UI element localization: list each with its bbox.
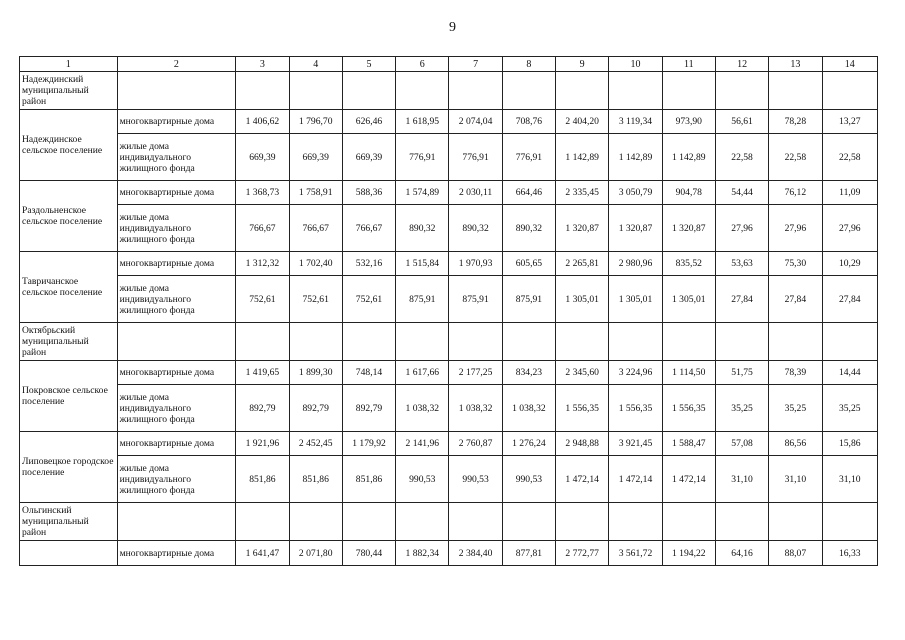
table-row	[20, 205, 878, 252]
value-cell: 1 305,01	[556, 276, 609, 323]
value-cell: 626,46	[342, 110, 395, 134]
settlement-name: Тавричанское сельское поселение	[20, 252, 118, 323]
value-cell: 851,86	[236, 456, 289, 503]
value-cell: 2 335,45	[556, 181, 609, 205]
empty-cell	[556, 72, 609, 110]
column-number-5: 5	[342, 57, 395, 72]
value-cell: 776,91	[396, 134, 449, 181]
value-cell: 27,96	[769, 205, 822, 252]
value-cell: 22,58	[715, 134, 768, 181]
empty-cell	[449, 323, 502, 361]
value-cell: 2 772,77	[556, 541, 609, 566]
column-number-6: 6	[396, 57, 449, 72]
column-number-12: 12	[715, 57, 768, 72]
housing-category: многоквартирные дома	[117, 361, 236, 385]
value-cell: 1 276,24	[502, 432, 555, 456]
table-row	[20, 456, 878, 503]
value-cell: 27,96	[715, 205, 768, 252]
housing-category: жилые дома индивидуального жилищного фонда	[117, 385, 236, 432]
empty-cell	[289, 72, 342, 110]
column-number-14: 14	[822, 57, 877, 72]
table-row	[20, 276, 878, 323]
empty-cell	[342, 323, 395, 361]
housing-category: многоквартирные дома	[117, 252, 236, 276]
value-cell: 35,25	[769, 385, 822, 432]
housing-category: многоквартирные дома	[117, 541, 236, 566]
value-cell: 31,10	[769, 456, 822, 503]
value-cell: 2 030,11	[449, 181, 502, 205]
value-cell: 1 114,50	[662, 361, 715, 385]
value-cell: 2 177,25	[449, 361, 502, 385]
settlement-name: Покровское сельское поселение	[20, 361, 118, 432]
value-cell: 708,76	[502, 110, 555, 134]
value-cell: 1 142,89	[662, 134, 715, 181]
value-cell: 990,53	[396, 456, 449, 503]
value-cell: 1 194,22	[662, 541, 715, 566]
value-cell: 27,84	[822, 276, 877, 323]
value-cell: 1 970,93	[449, 252, 502, 276]
value-cell: 51,75	[715, 361, 768, 385]
value-cell: 27,84	[715, 276, 768, 323]
value-cell: 1 588,47	[662, 432, 715, 456]
value-cell: 1 899,30	[289, 361, 342, 385]
value-cell: 1 038,32	[449, 385, 502, 432]
empty-cell	[609, 503, 662, 541]
value-cell: 851,86	[342, 456, 395, 503]
value-cell: 2 404,20	[556, 110, 609, 134]
housing-category: многоквартирные дома	[117, 181, 236, 205]
value-cell: 2 141,96	[396, 432, 449, 456]
value-cell: 776,91	[502, 134, 555, 181]
value-cell: 2 384,40	[449, 541, 502, 566]
value-cell: 1 618,95	[396, 110, 449, 134]
value-cell: 27,96	[822, 205, 877, 252]
empty-cell	[769, 323, 822, 361]
table-row	[20, 541, 878, 566]
empty-cell	[822, 503, 877, 541]
column-number-2: 2	[117, 57, 236, 72]
empty-cell	[289, 503, 342, 541]
table-row	[20, 110, 878, 134]
value-cell: 835,52	[662, 252, 715, 276]
municipality-name: Надеждинский муниципальный район	[20, 72, 118, 110]
value-cell: 890,32	[502, 205, 555, 252]
empty-cell	[342, 72, 395, 110]
value-cell: 14,44	[822, 361, 877, 385]
column-number-13: 13	[769, 57, 822, 72]
column-number-1: 1	[20, 57, 118, 72]
value-cell: 3 224,96	[609, 361, 662, 385]
table-row	[20, 252, 878, 276]
value-cell: 890,32	[396, 205, 449, 252]
value-cell: 1 305,01	[609, 276, 662, 323]
housing-category: многоквартирные дома	[117, 432, 236, 456]
value-cell: 892,79	[289, 385, 342, 432]
value-cell: 78,39	[769, 361, 822, 385]
value-cell: 1 142,89	[556, 134, 609, 181]
value-cell: 892,79	[342, 385, 395, 432]
empty-cell	[289, 323, 342, 361]
housing-category: жилые дома индивидуального жилищного фонда	[117, 456, 236, 503]
value-cell: 780,44	[342, 541, 395, 566]
settlement-name: Липовецкое городское поселение	[20, 432, 118, 503]
value-cell: 54,44	[715, 181, 768, 205]
value-cell: 766,67	[342, 205, 395, 252]
value-cell: 766,67	[236, 205, 289, 252]
tariff-table	[19, 56, 878, 566]
value-cell: 1 617,66	[396, 361, 449, 385]
value-cell: 11,09	[822, 181, 877, 205]
value-cell: 16,33	[822, 541, 877, 566]
value-cell: 1 320,87	[662, 205, 715, 252]
value-cell: 752,61	[289, 276, 342, 323]
column-number-11: 11	[662, 57, 715, 72]
value-cell: 1 320,87	[609, 205, 662, 252]
value-cell: 875,91	[502, 276, 555, 323]
value-cell: 669,39	[289, 134, 342, 181]
value-cell: 752,61	[342, 276, 395, 323]
value-cell: 1 556,35	[662, 385, 715, 432]
value-cell: 669,39	[342, 134, 395, 181]
municipality-row	[20, 503, 878, 541]
value-cell: 1 515,84	[396, 252, 449, 276]
value-cell: 904,78	[662, 181, 715, 205]
value-cell: 875,91	[449, 276, 502, 323]
empty-cell	[822, 323, 877, 361]
municipality-row	[20, 72, 878, 110]
value-cell: 1 142,89	[609, 134, 662, 181]
value-cell: 1 038,32	[396, 385, 449, 432]
value-cell: 1 472,14	[609, 456, 662, 503]
value-cell: 1 320,87	[556, 205, 609, 252]
housing-category: жилые дома индивидуального жилищного фонда	[117, 205, 236, 252]
table-row	[20, 134, 878, 181]
value-cell: 532,16	[342, 252, 395, 276]
value-cell: 2 345,60	[556, 361, 609, 385]
value-cell: 78,28	[769, 110, 822, 134]
value-cell: 1 702,40	[289, 252, 342, 276]
value-cell: 752,61	[236, 276, 289, 323]
value-cell: 3 119,34	[609, 110, 662, 134]
empty-cell	[715, 323, 768, 361]
empty-cell	[715, 503, 768, 541]
value-cell: 669,39	[236, 134, 289, 181]
value-cell: 31,10	[822, 456, 877, 503]
value-cell: 2 071,80	[289, 541, 342, 566]
empty-cell	[502, 323, 555, 361]
value-cell: 877,81	[502, 541, 555, 566]
housing-category: жилые дома индивидуального жилищного фонда	[117, 276, 236, 323]
value-cell: 664,46	[502, 181, 555, 205]
column-number-9: 9	[556, 57, 609, 72]
value-cell: 1 472,14	[662, 456, 715, 503]
empty-cell	[396, 323, 449, 361]
empty-cell	[396, 503, 449, 541]
empty-cell	[502, 503, 555, 541]
value-cell: 2 265,81	[556, 252, 609, 276]
value-cell: 88,07	[769, 541, 822, 566]
value-cell: 15,86	[822, 432, 877, 456]
value-cell: 1 419,65	[236, 361, 289, 385]
empty-cell	[117, 503, 236, 541]
table-row	[20, 432, 878, 456]
value-cell: 605,65	[502, 252, 555, 276]
value-cell: 1 312,32	[236, 252, 289, 276]
settlement-name: Раздольненское сельское поселение	[20, 181, 118, 252]
value-cell: 27,84	[769, 276, 822, 323]
value-cell: 56,61	[715, 110, 768, 134]
empty-cell	[236, 503, 289, 541]
value-cell: 875,91	[396, 276, 449, 323]
value-cell: 57,08	[715, 432, 768, 456]
empty-cell	[662, 323, 715, 361]
value-cell: 76,12	[769, 181, 822, 205]
empty-cell	[556, 503, 609, 541]
value-cell: 1 556,35	[556, 385, 609, 432]
value-cell: 1 758,91	[289, 181, 342, 205]
empty-cell	[236, 323, 289, 361]
column-number-10: 10	[609, 57, 662, 72]
empty-cell	[396, 72, 449, 110]
value-cell: 990,53	[449, 456, 502, 503]
value-cell: 2 074,04	[449, 110, 502, 134]
value-cell: 1 921,96	[236, 432, 289, 456]
value-cell: 1 179,92	[342, 432, 395, 456]
value-cell: 2 760,87	[449, 432, 502, 456]
value-cell: 1 305,01	[662, 276, 715, 323]
value-cell: 748,14	[342, 361, 395, 385]
empty-cell	[609, 323, 662, 361]
empty-cell	[769, 503, 822, 541]
empty-cell	[662, 503, 715, 541]
value-cell: 1 882,34	[396, 541, 449, 566]
housing-category: жилые дома индивидуального жилищного фонда	[117, 134, 236, 181]
value-cell: 1 038,32	[502, 385, 555, 432]
table-row	[20, 181, 878, 205]
value-cell: 1 641,47	[236, 541, 289, 566]
empty-cell	[236, 72, 289, 110]
empty-cell	[117, 323, 236, 361]
value-cell: 3 921,45	[609, 432, 662, 456]
value-cell: 776,91	[449, 134, 502, 181]
empty-cell	[609, 72, 662, 110]
value-cell: 1 796,70	[289, 110, 342, 134]
value-cell: 890,32	[449, 205, 502, 252]
value-cell: 75,30	[769, 252, 822, 276]
empty-cell	[117, 72, 236, 110]
municipality-name: Октябрьский муниципальный район	[20, 323, 118, 361]
value-cell: 851,86	[289, 456, 342, 503]
empty-cell	[449, 503, 502, 541]
value-cell: 31,10	[715, 456, 768, 503]
municipality-row	[20, 323, 878, 361]
empty-cell	[342, 503, 395, 541]
value-cell: 2 980,96	[609, 252, 662, 276]
value-cell: 22,58	[822, 134, 877, 181]
empty-cell	[769, 72, 822, 110]
empty-cell	[822, 72, 877, 110]
settlement-name: Надеждинское сельское поселение	[20, 110, 118, 181]
value-cell: 3 050,79	[609, 181, 662, 205]
empty-cell	[715, 72, 768, 110]
column-number-3: 3	[236, 57, 289, 72]
table-row	[20, 385, 878, 432]
value-cell: 990,53	[502, 456, 555, 503]
empty-cell	[449, 72, 502, 110]
value-cell: 2 452,45	[289, 432, 342, 456]
municipality-name: Ольгинский муниципальный район	[20, 503, 118, 541]
value-cell: 1 574,89	[396, 181, 449, 205]
empty-cell	[556, 323, 609, 361]
column-number-row	[20, 57, 878, 72]
column-number-8: 8	[502, 57, 555, 72]
column-number-7: 7	[449, 57, 502, 72]
value-cell: 10,29	[822, 252, 877, 276]
value-cell: 1 368,73	[236, 181, 289, 205]
value-cell: 86,56	[769, 432, 822, 456]
value-cell: 64,16	[715, 541, 768, 566]
table-row	[20, 361, 878, 385]
value-cell: 588,36	[342, 181, 395, 205]
value-cell: 834,23	[502, 361, 555, 385]
empty-cell	[662, 72, 715, 110]
value-cell: 53,63	[715, 252, 768, 276]
value-cell: 892,79	[236, 385, 289, 432]
value-cell: 2 948,88	[556, 432, 609, 456]
value-cell: 1 406,62	[236, 110, 289, 134]
value-cell: 1 556,35	[609, 385, 662, 432]
page-number: 9	[449, 20, 456, 35]
settlement-name	[20, 541, 118, 566]
column-number-4: 4	[289, 57, 342, 72]
housing-category: многоквартирные дома	[117, 110, 236, 134]
value-cell: 35,25	[715, 385, 768, 432]
value-cell: 22,58	[769, 134, 822, 181]
value-cell: 766,67	[289, 205, 342, 252]
value-cell: 1 472,14	[556, 456, 609, 503]
value-cell: 973,90	[662, 110, 715, 134]
value-cell: 13,27	[822, 110, 877, 134]
value-cell: 3 561,72	[609, 541, 662, 566]
value-cell: 35,25	[822, 385, 877, 432]
empty-cell	[502, 72, 555, 110]
